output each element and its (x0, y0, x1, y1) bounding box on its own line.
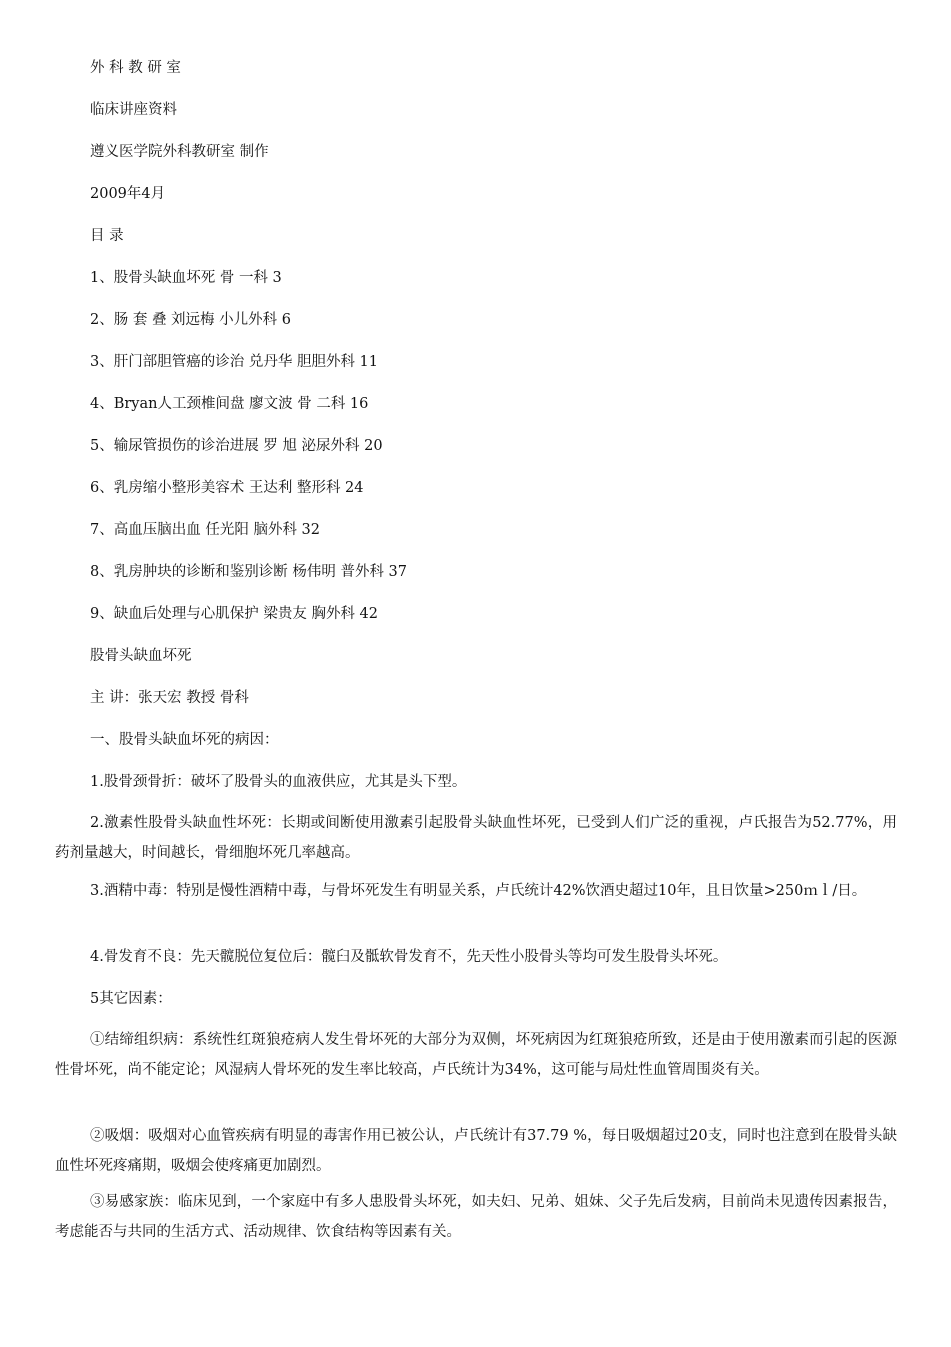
producer-line: 遵义医学院外科教研室 制作 (90, 144, 269, 160)
body-paragraph: ①结缔组织病：系统性红斑狼疮病人发生骨坏死的大部分为双侧，坏死病因为红斑狼疮所致，还是由于使用激素而引起的医源性骨坏死，尚不能定论；风湿病人骨坏死的发生率比较高，卢氏统计为34%，这可能与局灶性血管周围炎有关。 (55, 1032, 897, 1078)
toc-item: 7、高血压脑出血 任光阳 脑外科 32 (90, 522, 321, 538)
toc-item: 4、Bryan人工颈椎间盘 廖文波 骨 二科 16 (90, 396, 369, 412)
toc-title: 目 录 (90, 228, 124, 244)
body-paragraph: ②吸烟：吸烟对心血管疾病有明显的毒害作用已被公认，卢氏统计有37.79 %，每日吸烟超过20支，同时也注意到在股骨头缺血性坏死疼痛期，吸烟会使疼痛更加剧烈。 (55, 1128, 897, 1174)
body-paragraph: 5其它因素： (90, 991, 172, 1007)
article-title: 股骨头缺血坏死 (90, 648, 192, 664)
department-heading: 外 科 教 研 室 (90, 60, 181, 76)
toc-item: 2、肠 套 叠 刘远梅 小儿外科 6 (90, 312, 291, 328)
lecturer-line: 主 讲：张天宏 教授 骨科 (90, 690, 249, 706)
toc-item: 5、输尿管损伤的诊治进展 罗 旭 泌尿外科 20 (90, 438, 383, 454)
body-paragraph: 4.骨发育不良：先天髋脱位复位后：髋臼及骶软骨发育不，先天性小股骨头等均可发生股骨头坏死。 (90, 949, 728, 965)
body-paragraph: 1.股骨颈骨折：破坏了股骨头的血液供应，尤其是头下型。 (90, 774, 467, 790)
toc-item: 8、乳房肿块的诊断和鉴别诊断 杨伟明 普外科 37 (90, 564, 408, 580)
subtitle: 临床讲座资料 (90, 102, 177, 118)
toc-item: 1、股骨头缺血坏死 骨 一科 3 (90, 270, 282, 286)
toc-item: 6、乳房缩小整形美容术 王达利 整形科 24 (90, 480, 364, 496)
date-line: 2009年4月 (90, 186, 166, 202)
toc-item: 9、缺血后处理与心肌保护 梁贵友 胸外科 42 (90, 606, 379, 622)
body-paragraph: 2.激素性股骨头缺血性坏死：长期或间断使用激素引起股骨头缺血性坏死，已受到人们广泛的重视，卢氏报告为52.77%，用药剂量越大，时间越长，骨细胞坏死几率越高。 (55, 815, 897, 861)
section-heading: 一、股骨头缺血坏死的病因： (90, 732, 279, 748)
body-paragraph: 3.酒精中毒：特别是慢性酒精中毒，与骨坏死发生有明显关系，卢氏统计42%饮酒史超过10年，且日饮量>250ｍｌ/日。 (90, 883, 867, 899)
body-paragraph: ③易感家族：临床见到，一个家庭中有多人患股骨头坏死，如夫妇、兄弟、姐妹、父子先后发病，目前尚未见遗传因素报告，考虑能否与共同的生活方式、活动规律、饮食结构等因素有关。 (55, 1194, 897, 1240)
toc-item: 3、肝门部胆管癌的诊治 兑丹华 胆胆外科 11 (90, 354, 379, 370)
